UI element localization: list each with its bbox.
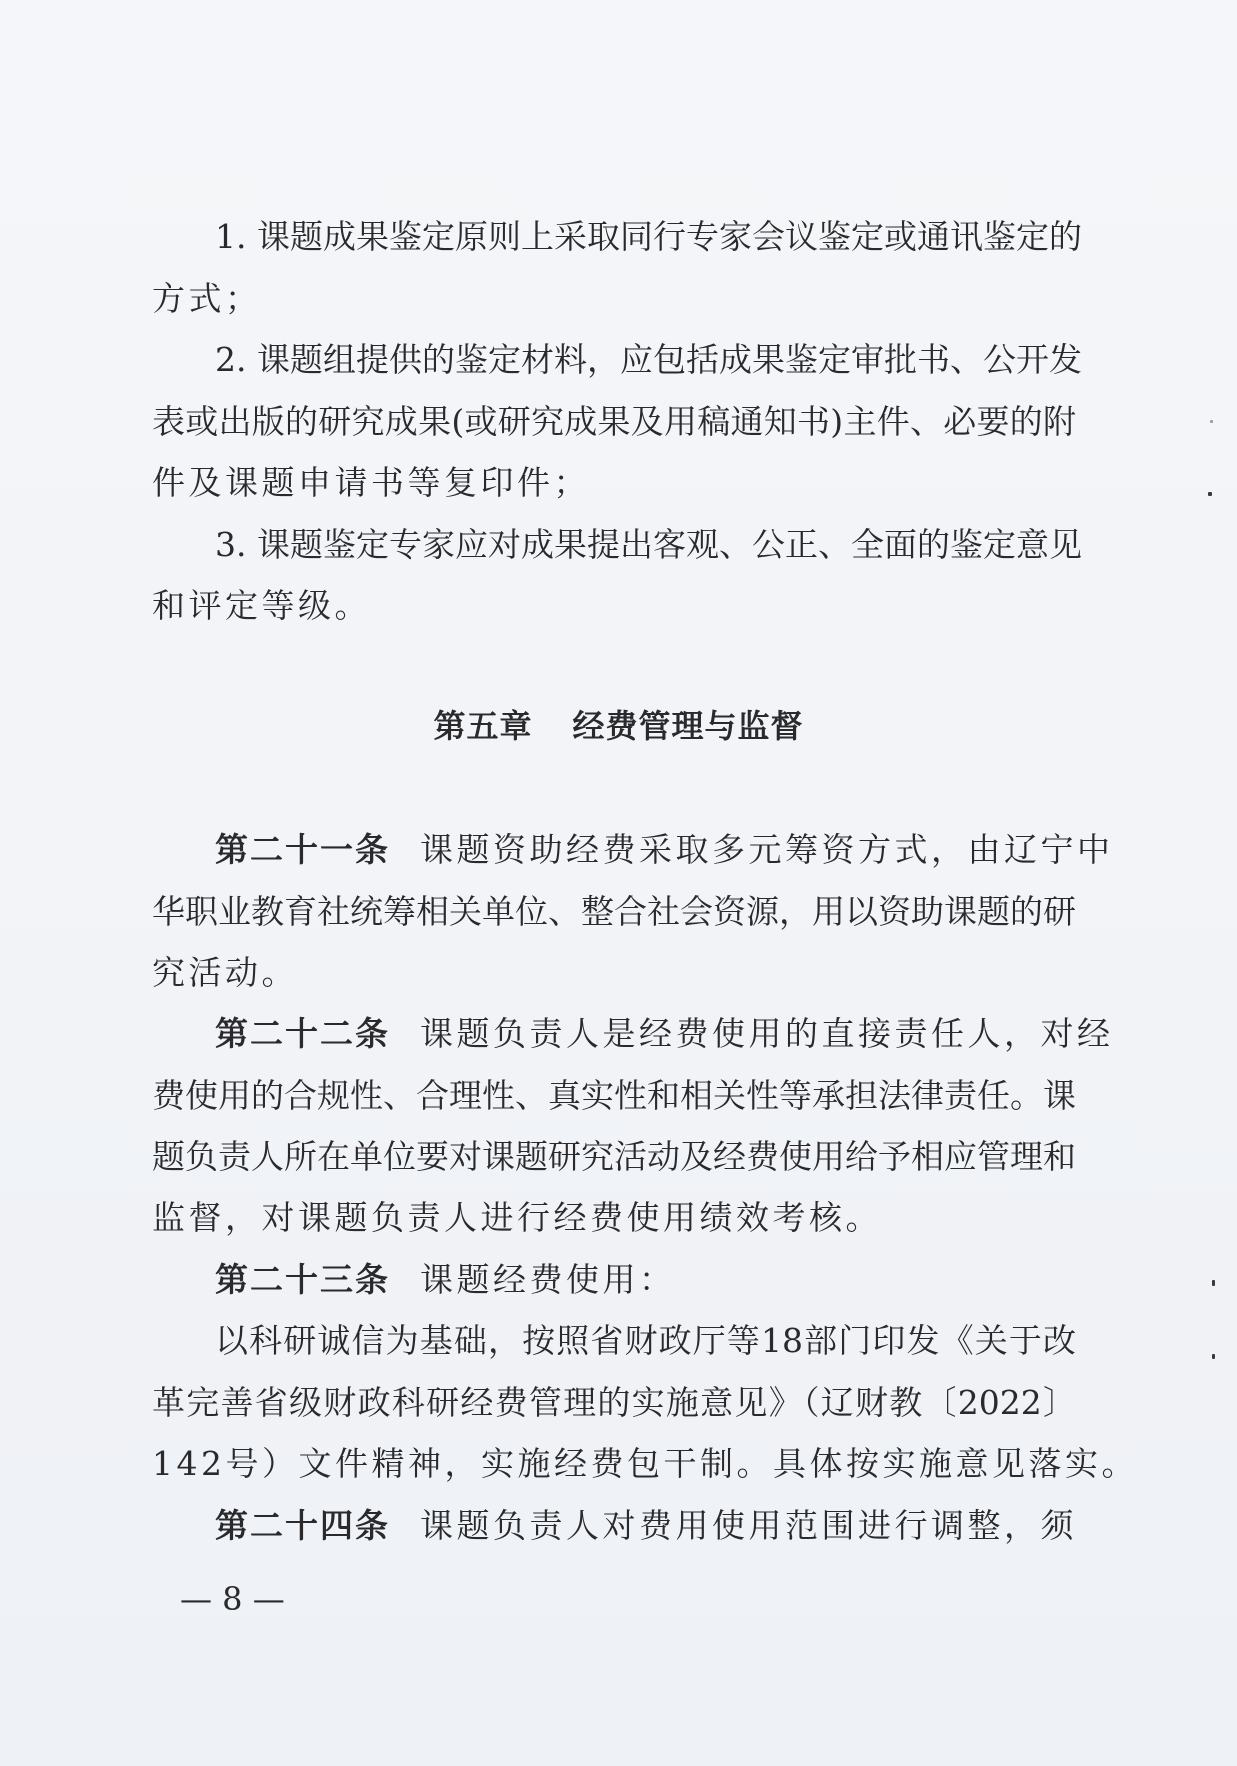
scan-speck — [1212, 1354, 1215, 1359]
paragraph-line: 题负责人所在单位要对课题研究活动及经费使用给予相应管理和 — [152, 1137, 1076, 1176]
scan-speck — [1210, 420, 1213, 423]
paragraph-line: 以科研诚信为基础，按照省财政厅等18部门印发《关于改 — [215, 1321, 1076, 1360]
article-label: 第二十一条 — [215, 830, 390, 869]
paragraph-line: 费使用的合规性、合理性、真实性和相关性等承担法律责任。课 — [152, 1076, 1076, 1115]
article-text: 课题经费使用： — [420, 1260, 676, 1299]
article-24-line — [215, 1496, 1076, 1556]
article-21-line — [215, 820, 1114, 880]
paragraph-line: 142号）文件精神，实施经费包干制。具体按实施意见落实。 — [152, 1444, 1138, 1483]
article-label: 第二十四条 — [215, 1506, 390, 1545]
paragraph-line: 1. 课题成果鉴定原则上采取同行专家会议鉴定或通讯鉴定的 — [215, 217, 1082, 256]
paragraph-line: 2. 课题组提供的鉴定材料，应包括成果鉴定审批书、公开发 — [215, 340, 1082, 379]
paragraph-line: 和评定等级。 — [152, 586, 371, 625]
article-label: 第二十二条 — [215, 1014, 390, 1053]
paragraph-line: 3. 课题鉴定专家应对成果提出客观、公正、全面的鉴定意见 — [215, 525, 1082, 564]
article-22-line — [215, 1004, 1114, 1064]
paragraph-line: 件及课题申请书等复印件； — [152, 463, 590, 502]
article-23-line — [215, 1250, 1076, 1310]
paragraph-line: 究活动。 — [152, 953, 298, 992]
chapter-heading — [0, 696, 1237, 756]
paragraph-line: 革完善省级财政科研经费管理的实施意见》（辽财教〔2022〕 — [152, 1383, 1076, 1422]
article-label: 第二十三条 — [215, 1260, 390, 1299]
paragraph-line: 华职业教育社统筹相关单位、整合社会资源，用以资助课题的研 — [152, 892, 1076, 931]
paragraph-line: 表或出版的研究成果(或研究成果及用稿通知书)主件、必要的附 — [152, 402, 1076, 441]
scan-speck — [1208, 492, 1212, 496]
paragraph-line: 监督，对课题负责人进行经费使用绩效考核。 — [152, 1198, 882, 1237]
scan-speck — [1212, 1280, 1215, 1286]
article-text: 课题负责人对费用使用范围进行调整，须 — [420, 1506, 1077, 1545]
article-text: 课题负责人是经费使用的直接责任人，对经 — [420, 1014, 1114, 1053]
chapter-number: 第五章 — [433, 707, 533, 745]
article-text: 课题资助经费采取多元筹资方式，由辽宁中 — [420, 830, 1114, 869]
paragraph-line: 方式； — [152, 279, 262, 318]
chapter-title: 经费管理与监督 — [572, 707, 804, 745]
page-number: — 8 — — [180, 1580, 285, 1618]
